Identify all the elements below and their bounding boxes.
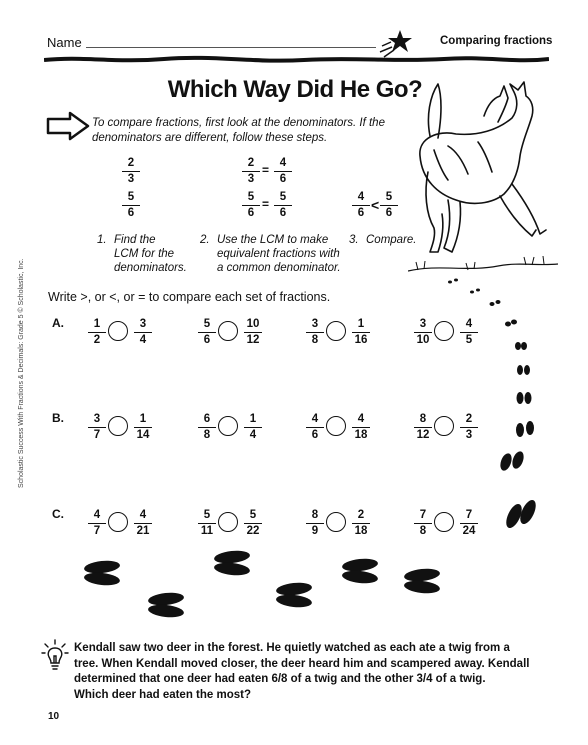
- answer-circle[interactable]: [218, 512, 238, 532]
- instruction-text: Write >, or <, or = to compare each set of fractions.: [48, 290, 331, 304]
- fraction-right: 2 3: [458, 413, 480, 442]
- intro-line-1: To compare fractions, first look at the denominators. If the: [92, 117, 385, 129]
- fraction-right: 7 24: [458, 509, 480, 538]
- intro-line-2: denominators are different, follow these steps.: [92, 132, 328, 144]
- example-fraction: 5 6: [378, 191, 400, 220]
- fraction-left: 8 12: [412, 413, 434, 442]
- fraction-right: 4 21: [132, 509, 154, 538]
- answer-circle[interactable]: [108, 321, 128, 341]
- topic-label: Comparing fractions: [440, 35, 553, 47]
- answer-circle[interactable]: [218, 321, 238, 341]
- answer-circle[interactable]: [434, 416, 454, 436]
- fraction-right: 5 22: [242, 509, 264, 538]
- row-label: B.: [52, 411, 64, 425]
- example-fraction: 5 6: [120, 191, 142, 220]
- fraction-right: 4 5: [458, 318, 480, 347]
- equals-sign: =: [262, 163, 270, 177]
- header-divider: [44, 54, 549, 66]
- example-fraction: 4 6: [272, 157, 294, 186]
- fraction-left: 5 6: [196, 318, 218, 347]
- fraction-left: 8 9: [304, 509, 326, 538]
- fraction-left: 1 2: [86, 318, 108, 347]
- row-label: C.: [52, 507, 64, 521]
- fraction-left: 3 10: [412, 318, 434, 347]
- fraction-left: 7 8: [412, 509, 434, 538]
- story-text: Kendall saw two deer in the forest. He quietly watched as each ate a twig from a tree. When Kendall moved closer, the deer heard him and scampered away. Kendall determined that one deer had eaten 6/8 of a twig and the other 3/4 of a twig. Which deer had eaten the most?: [74, 642, 530, 701]
- answer-circle[interactable]: [326, 416, 346, 436]
- fraction-right: 3 4: [132, 318, 154, 347]
- hoof-trail: [440, 270, 560, 540]
- example-fraction: 5 6: [240, 191, 262, 220]
- fraction-left: 3 8: [304, 318, 326, 347]
- answer-circle[interactable]: [108, 416, 128, 436]
- answer-circle[interactable]: [326, 512, 346, 532]
- hoofprint-icon: [74, 545, 464, 625]
- fraction-right: 10 12: [242, 318, 264, 347]
- answer-circle[interactable]: [326, 321, 346, 341]
- deer-illustration: [408, 76, 558, 286]
- fraction-left: 3 7: [86, 413, 108, 442]
- page-title: Which Way Did He Go?: [167, 76, 423, 103]
- page-number: 10: [48, 711, 60, 722]
- less-than-sign: <: [371, 197, 380, 213]
- answer-circle[interactable]: [108, 512, 128, 532]
- name-label: Name: [47, 35, 82, 50]
- fraction-left: 5 11: [196, 509, 218, 538]
- fraction-right: 1 4: [242, 413, 264, 442]
- name-line: [86, 47, 376, 48]
- fraction-right: 1 14: [132, 413, 154, 442]
- arrow-icon: [46, 111, 90, 141]
- fraction-right: 4 18: [350, 413, 372, 442]
- fraction-left: 4 6: [304, 413, 326, 442]
- fraction-left: 4 7: [86, 509, 108, 538]
- row-label: A.: [52, 316, 64, 330]
- fraction-right: 1 16: [350, 318, 372, 347]
- example-fraction: 4 6: [350, 191, 372, 220]
- example-fraction: 2 3: [240, 157, 262, 186]
- equals-sign: =: [262, 197, 270, 211]
- lightbulb-icon: [40, 638, 70, 672]
- fraction-left: 6 8: [196, 413, 218, 442]
- example-fraction: 2 3: [120, 157, 142, 186]
- side-credit: Scholastic Success With Fractions & Decimals: Grade 5 © Scholastic, Inc.: [18, 258, 25, 488]
- answer-circle[interactable]: [218, 416, 238, 436]
- fraction-right: 2 18: [350, 509, 372, 538]
- answer-circle[interactable]: [434, 321, 454, 341]
- example-fraction: 5 6: [272, 191, 294, 220]
- answer-circle[interactable]: [434, 512, 454, 532]
